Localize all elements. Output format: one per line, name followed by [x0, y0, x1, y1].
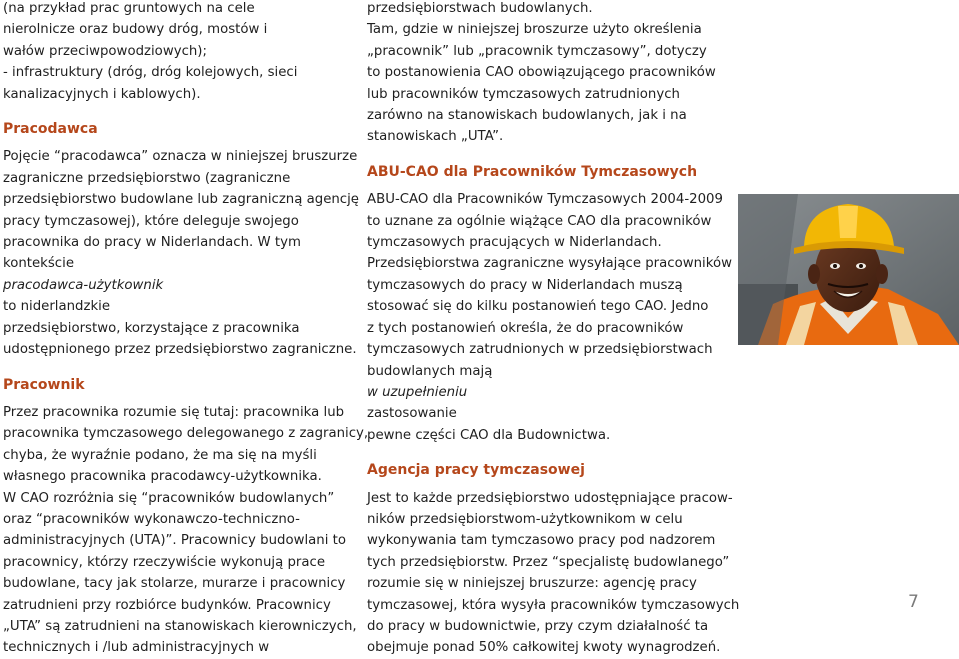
text-line: lub pracowników tymczasowych zatrudnionych — [367, 86, 680, 102]
text-line: - infrastruktury (dróg, dróg kolejowych, sieci — [3, 65, 298, 81]
text-line: ników przedsiębiorstwom-użytkownikom w celu — [367, 511, 683, 527]
text-line: tymczasowych zatrudnionych w przedsiębiorstwach — [367, 342, 713, 358]
text-line: nierolnicze oraz budowy dróg, mostów i — [3, 22, 268, 38]
text-line: pewne części CAO dla Budownictwa. — [367, 427, 611, 443]
worker-photo — [738, 194, 959, 345]
employer-heading: Pracodawca — [3, 121, 98, 138]
text-line: tych przedsiębiorstw. Przez “specjalistę budowlanego” — [367, 554, 730, 570]
text-line: tymczasowych pracujących w Niderlandach. — [367, 235, 662, 251]
page-number: 7 — [908, 592, 919, 612]
left-column — [3, 0, 369, 659]
text-fragment: budowlanych mają — [367, 363, 493, 379]
text-line: zagraniczne przedsiębiorstwo (zagraniczne — [3, 170, 291, 186]
text-line: zarówno na stanowiskach budowlanych, jak i na — [367, 108, 687, 124]
employer-paragraph — [3, 146, 359, 360]
text-line: chyba, że wyraźnie podano, że ma się na myśli — [3, 447, 317, 463]
text-line: przedsiębiorstwo, korzystające z pracownika — [3, 320, 300, 336]
text-line: do pracy w budownictwie, przy czym działalność ta — [367, 618, 709, 634]
italic-term: pracodawca-użytkownik — [3, 277, 164, 293]
text-line: przedsiębiorstwach budowlanych. — [367, 1, 593, 16]
text-line: Przez pracownika rozumie się tutaj: pracownika lub — [3, 404, 345, 420]
worker-heading: Pracownik — [3, 376, 85, 393]
right-column — [367, 0, 740, 659]
text-line: oraz “pracowników wykonawczo-techniczno- — [3, 511, 300, 527]
intro-paragraph — [3, 0, 348, 105]
text-line: zatrudnieni przy rozbiórce budynków. Pracownicy — [3, 597, 331, 613]
text-line: kanalizacyjnych i kablowych). — [3, 86, 201, 102]
text-fragment: kontekście — [3, 256, 74, 272]
text-line: udostępnionego przez przedsiębiorstwo zagraniczne. — [3, 342, 357, 358]
text-line: stosować się do kilku postanowień tego CAO. Jedno — [367, 299, 709, 315]
text-line: wykonywania tam tymczasowo pracy pod nadzorem — [367, 533, 716, 549]
text-line: „pracownik” lub „pracownik tymczasowy”, dotyczy — [367, 43, 707, 59]
text-line: stanowiskach „UTA”. — [367, 129, 504, 145]
text-line: Tam, gdzie w niniejszej broszurze użyto określenia — [367, 22, 702, 38]
text-line: tymczasowej, która wysyła pracowników tymczasowych — [367, 597, 740, 613]
text-line: z tych postanowień określa, że do pracowników — [367, 320, 684, 336]
text-line: (na przykład prac gruntowych na cele — [3, 1, 255, 16]
text-line: przedsiębiorstwo budowlane lub zagraniczną agencję — [3, 192, 359, 208]
abu-cao-paragraph — [367, 189, 732, 446]
text-line — [367, 361, 712, 425]
text-line: technicznych i /lub administracyjnych w — [3, 640, 270, 656]
text-line: obejmuje ponad 50% całkowitej kwoty wynagrodzeń. — [367, 640, 721, 656]
agency-paragraph — [367, 488, 740, 659]
text-line: to postanowienia CAO obowiązującego pracowników — [367, 65, 716, 81]
text-fragment: zastosowanie — [367, 406, 457, 422]
text-line: Jest to każde przedsiębiorstwo udostępniające pracow- — [367, 490, 733, 506]
worker-paragraph — [3, 402, 369, 659]
italic-term: w uzupełnieniu — [367, 384, 468, 400]
text-line: Przedsiębiorstwa zagraniczne wysyłające pracowników — [367, 256, 732, 272]
text-line: administracyjnych (UTA)”. Pracownicy budowlani to — [3, 533, 346, 549]
text-line: „UTA” są zatrudnieni na stanowiskach kierowniczych, — [3, 618, 357, 634]
text-line: pracownika tymczasowego delegowanego z zagranicy, — [3, 426, 369, 442]
text-line: własnego pracownika pracodawcy-użytkownika. — [3, 469, 322, 485]
worker-photo-illustration — [738, 194, 959, 345]
text-fragment: to niderlandzkie — [3, 299, 111, 315]
abu-cao-heading: ABU-CAO dla Pracowników Tymczasowych — [367, 163, 698, 180]
agency-heading: Agencja pracy tymczasowej — [367, 462, 585, 479]
text-line: pracownicy, którzy rzeczywiście wykonują prace — [3, 554, 325, 570]
text-line: pracy tymczasowej), które deleguje swojego — [3, 213, 299, 229]
text-line: ABU-CAO dla Pracowników Tymczasowych 2004-2009 — [367, 192, 723, 208]
text-line: budowlane, tacy jak stolarze, murarze i pracownicy — [3, 576, 346, 592]
text-line: tymczasowych do pracy w Niderlandach muszą — [367, 277, 683, 293]
continuation-paragraph — [367, 0, 716, 148]
text-line: W CAO rozróżnia się “pracowników budowlanych” — [3, 490, 335, 506]
text-line: pracownika do pracy w Niderlandach. W tym — [3, 235, 301, 251]
text-line: wałów przeciwpowodziowych); — [3, 43, 207, 59]
text-line: rozumie się w niniejszej bruszurze: agencję pracy — [367, 576, 697, 592]
text-line — [3, 253, 348, 317]
text-line: to uznane za ogólnie wiążące CAO dla pracowników — [367, 213, 712, 229]
text-line: Pojęcie “pracodawca” oznacza w niniejszej bruszurze — [3, 149, 358, 165]
